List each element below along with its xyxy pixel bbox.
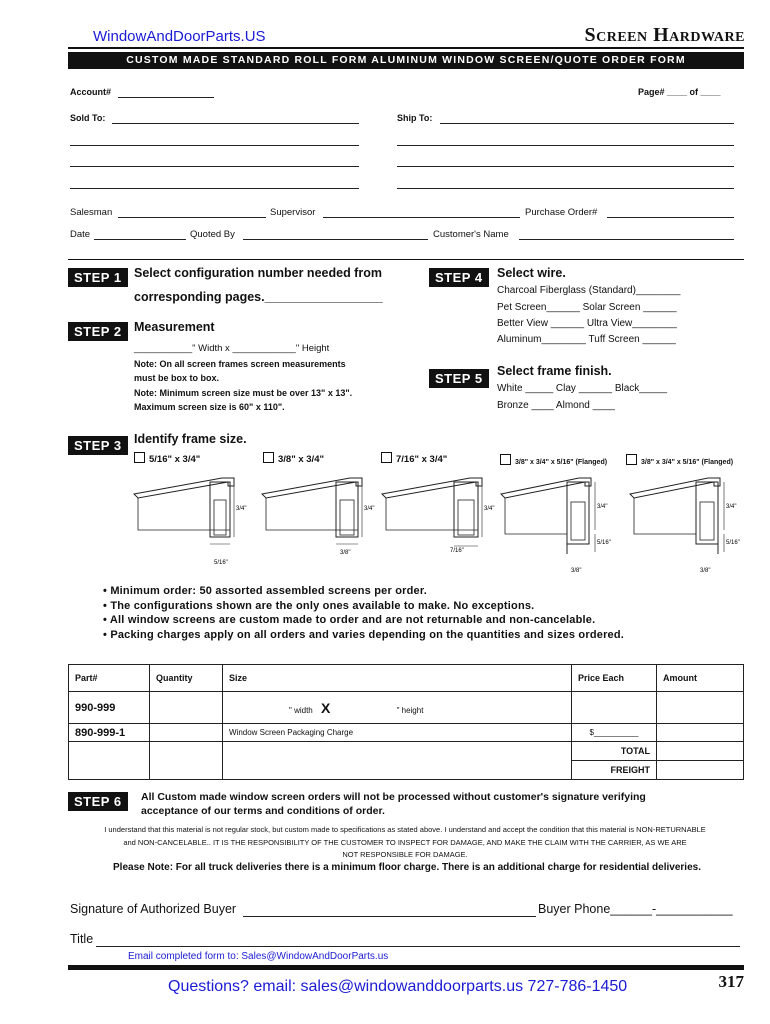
step-3-badge: STEP 3 <box>68 436 128 455</box>
frame-option-4-label: 3/8" x 3/4" x 5/16" (Flanged) <box>515 459 608 466</box>
footer-rule <box>68 965 744 970</box>
buyer-phone[interactable]: Buyer Phone______-___________ <box>538 902 733 916</box>
page-label: Page# ____ of ____ <box>638 87 721 97</box>
dim-width: 5/16" <box>214 560 228 566</box>
step-6-text-1: All Custom made window screen orders will not be processed without customer's signature verifying <box>141 791 646 803</box>
sold-to-line-2[interactable] <box>70 145 359 146</box>
size-cell[interactable] <box>223 692 572 724</box>
sold-to-line-1[interactable] <box>112 123 359 124</box>
quantity-cell[interactable] <box>150 692 223 724</box>
dim-height: 3/4" <box>597 504 608 510</box>
finish-option-1[interactable]: White _____ Clay ______ Black_____ <box>497 383 668 394</box>
date-label: Date <box>70 229 91 240</box>
step-6-badge: STEP 6 <box>68 792 128 811</box>
dim-width: 3/8" <box>700 568 711 574</box>
table-row <box>69 724 744 742</box>
signature-label: Signature of Authorized Buyer <box>70 902 237 916</box>
brand-link[interactable]: WindowAndDoorParts.US <box>93 28 266 45</box>
dim-height: 3/4" <box>484 506 495 512</box>
checkbox[interactable] <box>134 452 145 463</box>
quantity-cell[interactable] <box>150 724 223 742</box>
bullet-item: • All window screens are custom made to order and are not returnable and non-cancelable. <box>103 613 624 628</box>
sold-to-line-3[interactable] <box>70 166 359 167</box>
price-cell[interactable]: $__________ <box>572 724 657 742</box>
frame-option-2-label: 3/8" x 3/4" <box>278 454 324 465</box>
x-mark: X <box>320 699 331 716</box>
frame-option-3-label: 7/16" x 3/4" <box>396 454 448 465</box>
dim-flange: 5/16" <box>597 540 611 546</box>
sold-to-line-4[interactable] <box>70 188 359 189</box>
legal-line-1: I understand that this material is not regular stock, but custom made to specifications as stated above. I understand and accept the condition that this material is NON-RETURNABLE <box>104 825 706 834</box>
step-1-text-2: corresponding pages._________________ <box>134 290 383 304</box>
header-quantity: Quantity <box>150 665 223 692</box>
table-row <box>69 692 744 724</box>
step-6-text-2: acceptance of our terms and conditions of order. <box>141 805 385 817</box>
dim-width: 3/8" <box>571 568 582 574</box>
frame-option-3[interactable] <box>381 452 447 465</box>
legal-line-3: NOT RESPONSIBLE FOR DAMAGE. <box>342 850 468 859</box>
finish-option-2[interactable]: Bronze ____ Almond ____ <box>497 400 615 411</box>
frame-profile-3 <box>378 470 496 570</box>
step-4-title: Select wire. <box>497 266 566 280</box>
bullet-item: • Minimum order: 50 assorted assembled screens per order. <box>103 584 624 599</box>
width-label: " width <box>289 705 313 715</box>
quoted-by-field[interactable] <box>243 239 428 240</box>
step-4-badge: STEP 4 <box>429 268 489 287</box>
wire-option-2[interactable]: Pet Screen______ Solar Screen ______ <box>497 302 677 313</box>
quoted-by-label: Quoted By <box>190 229 235 240</box>
purchase-order-label: Purchase Order# <box>525 207 598 218</box>
part-cell: 890-999-1 <box>69 724 150 742</box>
page-number: 317 <box>718 972 744 991</box>
frame-profile-5 <box>626 470 744 576</box>
amount-cell[interactable] <box>657 692 744 724</box>
step-2-dimensions[interactable]: ___________" Width x ____________" Height <box>134 343 330 354</box>
size-cell: Window Screen Packaging Charge <box>223 724 572 742</box>
dim-height: 3/4" <box>726 504 737 510</box>
bullet-list <box>103 584 624 642</box>
freight-row <box>69 761 744 780</box>
step-5-badge: STEP 5 <box>429 369 489 388</box>
height-label: " height <box>396 705 424 715</box>
checkbox[interactable] <box>500 454 511 465</box>
checkbox[interactable] <box>381 452 392 463</box>
section-divider <box>68 259 744 260</box>
account-field[interactable] <box>118 97 214 98</box>
email-instruction[interactable]: Email completed form to: Sales@WindowAndDoorParts.us <box>128 951 389 962</box>
ship-to-line-3[interactable] <box>397 166 734 167</box>
header-rule <box>68 47 744 49</box>
total-amount[interactable] <box>657 742 744 761</box>
checkbox[interactable] <box>626 454 637 465</box>
wire-option-3[interactable]: Better View ______ Ultra View________ <box>497 318 677 329</box>
customer-name-label: Customer's Name <box>433 229 509 240</box>
dim-flange: 5/16" <box>726 540 740 546</box>
step-2-badge: STEP 2 <box>68 322 128 341</box>
amount-cell[interactable] <box>657 724 744 742</box>
freight-amount[interactable] <box>657 761 744 780</box>
step-1-badge: STEP 1 <box>68 268 128 287</box>
total-label: TOTAL <box>572 742 657 761</box>
dim-width: 3/8" <box>340 550 351 556</box>
step-2-note-4: Maximum screen size is 60" x 110". <box>134 402 285 412</box>
legal-line-2: and NON-CANCELABLE.. IT IS THE RESPONSIBILITY OF THE CUSTOMER TO INSPECT FOR DAMAGE, AND MAKE THE CLAIM WITH THE CARRIER, AS WE ARE <box>123 837 687 847</box>
frame-option-5[interactable] <box>626 454 733 466</box>
ship-to-line-1[interactable] <box>440 123 734 124</box>
customer-name-field[interactable] <box>519 239 734 240</box>
sold-to-label: Sold To: <box>70 113 106 123</box>
wire-option-1[interactable]: Charcoal Fiberglass (Standard)________ <box>497 285 681 296</box>
step-3-title: Identify frame size. <box>134 432 247 446</box>
date-field[interactable] <box>94 239 186 240</box>
checkbox[interactable] <box>263 452 274 463</box>
step-2-note-3: Note: Minimum screen size must be over 13" x 13". <box>134 388 353 398</box>
frame-profile-2 <box>258 470 376 570</box>
header-size: Size <box>223 665 572 692</box>
ship-to-line-4[interactable] <box>397 188 734 189</box>
frame-profile-1 <box>130 470 248 570</box>
salesman-label: Salesman <box>70 207 113 218</box>
delivery-note: Please Note: For all truck deliveries there is a minimum floor charge. There is an additional charge for residential deliveries. <box>113 862 701 873</box>
legal-terms <box>70 824 740 862</box>
header-price: Price Each <box>572 665 657 692</box>
frame-profile-4 <box>497 470 617 576</box>
frame-option-2[interactable] <box>263 452 324 465</box>
total-row <box>69 742 744 761</box>
account-label: Account# <box>70 87 112 97</box>
supervisor-field[interactable] <box>323 217 520 218</box>
form-title: CUSTOM MADE STANDARD ROLL FORM ALUMINUM WINDOW SCREEN/QUOTE ORDER FORM <box>68 52 744 69</box>
dim-height: 3/4" <box>236 506 247 512</box>
title-label: Title <box>70 932 94 946</box>
frame-option-1[interactable] <box>134 452 200 465</box>
bullet-item: • Packing charges apply on all orders and varies depending on the quantities and sizes ordered. <box>103 628 624 643</box>
title-field[interactable] <box>96 946 740 947</box>
wire-option-4[interactable]: Aluminum________ Tuff Screen ______ <box>497 334 676 345</box>
contact-line[interactable]: Questions? email: sales@windowanddoorparts.us 727-786-1450 <box>168 978 628 995</box>
ship-to-line-2[interactable] <box>397 145 734 146</box>
dim-height: 3/4" <box>364 506 375 512</box>
step-2-note-2: must be box to box. <box>134 373 220 383</box>
frame-option-4[interactable] <box>500 454 607 466</box>
signature-field[interactable] <box>243 916 536 917</box>
freight-label: FREIGHT <box>572 761 657 780</box>
header-amount: Amount <box>657 665 744 692</box>
section-title: Screen Hardware <box>584 24 745 46</box>
frame-option-5-label: 3/8" x 3/4" x 5/16" (Flanged) <box>641 459 734 466</box>
step-5-title: Select frame finish. <box>497 364 612 378</box>
ship-to-label: Ship To: <box>397 113 433 123</box>
purchase-order-field[interactable] <box>607 217 734 218</box>
bullet-item: • The configurations shown are the only ones available to make. No exceptions. <box>103 599 624 614</box>
dim-width: 7/16" <box>450 548 464 554</box>
salesman-field[interactable] <box>118 217 266 218</box>
header-part: Part# <box>69 665 150 692</box>
supervisor-label: Supervisor <box>270 207 316 218</box>
frame-option-1-label: 5/16" x 3/4" <box>149 454 201 465</box>
step-1-text-1: Select configuration number needed from <box>134 266 382 280</box>
step-2-note-1: Note: On all screen frames screen measurements <box>134 359 346 369</box>
step-2-title: Measurement <box>134 320 215 334</box>
price-cell[interactable] <box>572 692 657 724</box>
part-cell: 990-999 <box>69 692 150 724</box>
order-table <box>68 664 744 780</box>
